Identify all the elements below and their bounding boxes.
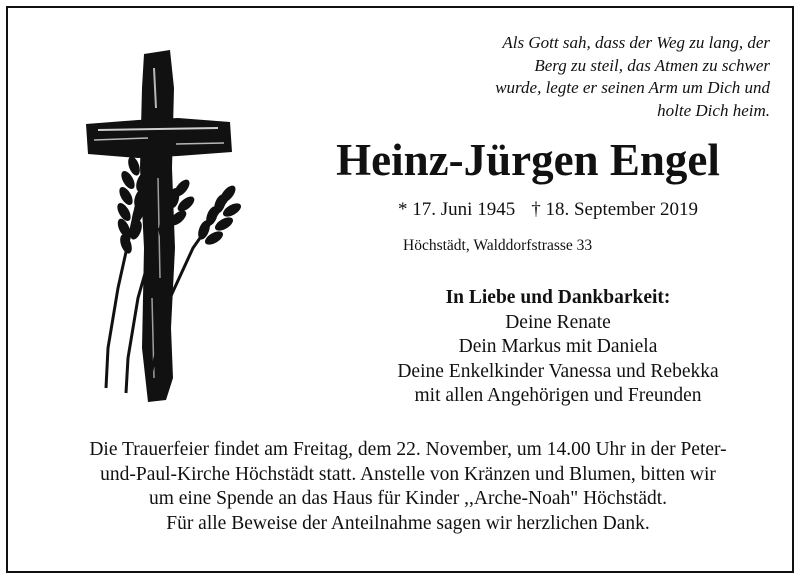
ceremony-line: und-Paul-Kirche Höchstädt statt. Anstelle von Kränzen und Blumen, bitten wir — [100, 463, 716, 485]
ceremony-line: Für alle Beweise der Anteilnahme sagen wir herzlichen Dank. — [166, 512, 650, 534]
poem-line: wurde, legte er seinen Arm um Dich und — [495, 78, 770, 97]
poem-quote — [450, 32, 770, 122]
mourner-line: Deine Enkelkinder Vanessa und Rebekka — [397, 360, 719, 382]
death-date: † 18. September 2019 — [531, 199, 698, 220]
poem-line: holte Dich heim. — [657, 100, 770, 120]
mourners-block — [338, 286, 778, 409]
ceremony-line: Die Trauerfeier findet am Freitag, dem 22. November, um 14.00 Uhr in der Peter- — [89, 439, 727, 460]
deceased-address: Höchstädt, Walddorfstrasse 33 — [403, 237, 593, 254]
mourner-line: Deine Renate — [505, 311, 611, 333]
obituary-frame — [6, 6, 794, 573]
ceremony-notice — [26, 438, 790, 536]
cross-with-wheat-icon — [78, 48, 248, 418]
birth-date: * 17. Juni 1945 — [398, 199, 516, 220]
ceremony-line: um eine Spende an das Haus für Kinder ,,Arche-Noah" Höchstädt. — [148, 488, 668, 509]
mourners-heading: In Liebe und Dankbarkeit: — [445, 287, 671, 308]
deceased-name: Heinz-Jürgen Engel — [336, 135, 720, 185]
poem-line: Als Gott sah, dass der Weg zu lang, der — [502, 33, 770, 52]
mourner-line: Dein Markus mit Daniela — [458, 336, 658, 357]
mourner-line: mit allen Angehörigen und Freunden — [414, 385, 702, 406]
life-dates — [348, 198, 748, 222]
poem-line: Berg zu steil, das Atmen zu schwer — [534, 55, 770, 75]
